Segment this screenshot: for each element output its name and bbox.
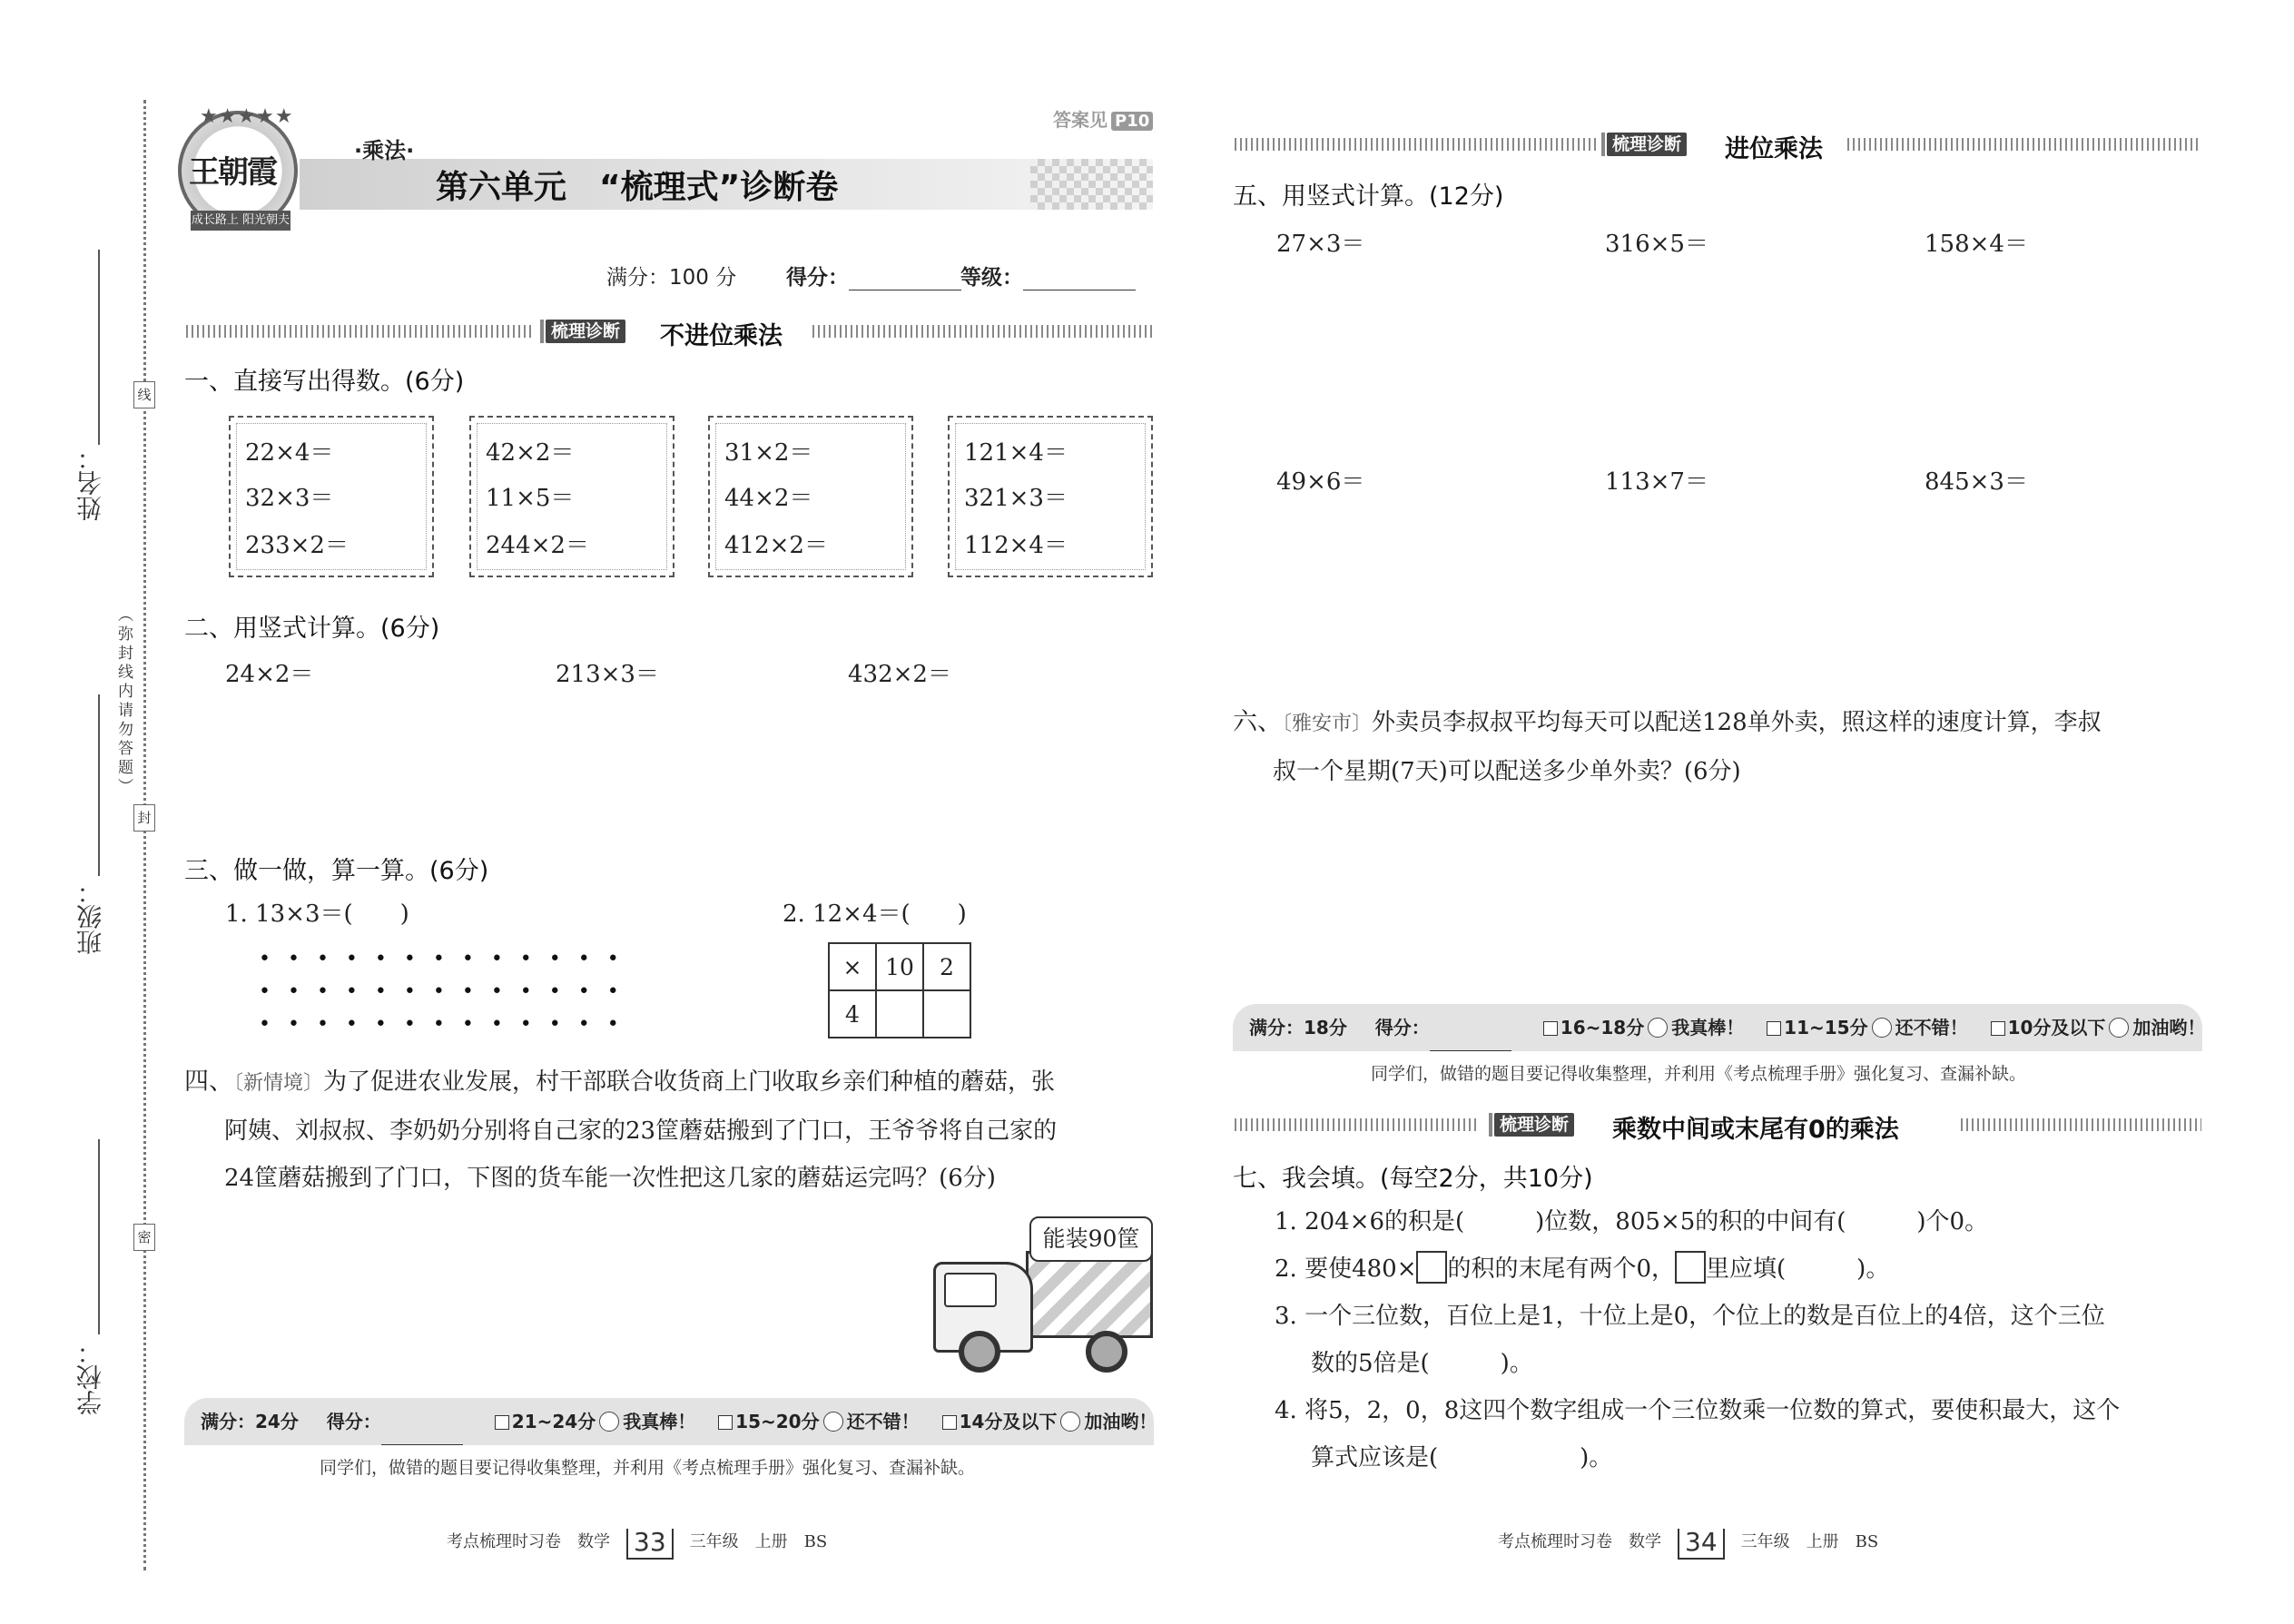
grade-field[interactable] (960, 261, 1136, 290)
name-line[interactable] (98, 250, 100, 445)
grid-cell: 2 (923, 943, 970, 990)
section-header-carry (1235, 133, 2201, 163)
q5-item: 27×3＝ (1276, 231, 1365, 258)
q7-item-3-cont: 数的5倍是( )。 (1311, 1350, 1533, 1377)
happy-face-icon (599, 1412, 619, 1432)
full-score: 满分：100 分 (606, 266, 737, 290)
score-bar-right (1233, 1004, 2206, 1051)
topic-label: ·乘法· (354, 138, 415, 163)
score-label: 得分： (786, 266, 849, 290)
logo-ribbon: 成长路上 阳光朝夫 (191, 211, 290, 231)
q4-line-1 (184, 1058, 1156, 1107)
q6-line-2: 叔一个星期(7天)可以配送多少单外卖？(6分) (1273, 758, 1741, 785)
section-title: 乘数中间或末尾有0的乘法 (1612, 1116, 1899, 1144)
section-tag: 梳理诊断 (1494, 1113, 1574, 1137)
seal-feng: 封 (133, 804, 155, 832)
page-number: 33 (626, 1529, 674, 1560)
q1-item: 22×4＝ (245, 439, 334, 467)
q6-text: 外卖员李叔叔平均每天可以配送128单外卖，照这样的速度计算，李叔 (1372, 709, 2102, 736)
score-bar-left (184, 1398, 1157, 1445)
level-option-3[interactable]: 14分及以下 加油哟！ (942, 1411, 1157, 1432)
question-1-label: 一、直接写出得数。(6分) (184, 368, 465, 396)
question-4 (184, 1058, 1156, 1202)
name-label: 姓名： (75, 445, 105, 521)
q5-item: 49×6＝ (1276, 468, 1365, 496)
level-option-1[interactable]: 21~24分 我真棒！ (495, 1411, 695, 1432)
seal-xian: 线 (133, 381, 155, 408)
q4-number: 四、 (184, 1068, 233, 1096)
q1-item: 112×4＝ (964, 532, 1068, 559)
bar-full-score: 满分：18分 (1249, 1017, 1347, 1038)
review-tip: 同学们，做错的题目要记得收集整理，并利用《考点梳理手册》强化复习、查漏补缺。 (1371, 1064, 2027, 1084)
question-7-label: 七、我会填。(每空2分，共10分) (1233, 1165, 1593, 1193)
bar-full-score: 满分：24分 (201, 1411, 299, 1432)
question-6 (1233, 699, 2213, 795)
grid-cell: 4 (829, 990, 876, 1038)
class-label: 班级： (75, 879, 105, 955)
q5-item: 845×3＝ (1925, 468, 2028, 496)
bar-score-label: 得分： (326, 1411, 381, 1432)
section-header-non-carry (186, 320, 1153, 350)
cheer-face-icon (2109, 1018, 2129, 1038)
q4-line-3: 24筐蘑菇搬到了门口，下图的货车能一次性把这几家的蘑菇运完吗？(6分) (224, 1165, 996, 1192)
fill-box[interactable] (1416, 1251, 1447, 1284)
binding-dotted-line (143, 100, 146, 1570)
footer-book: 考点梳理时习卷 数学 (447, 1532, 610, 1551)
q1-item: 32×3＝ (245, 485, 334, 512)
footer-book: 考点梳理时习卷 数学 (1498, 1532, 1661, 1551)
grade-label: 等级： (960, 266, 1023, 290)
fill-box[interactable] (1675, 1251, 1706, 1284)
q1-box-1 (229, 416, 434, 577)
bar-score-blank[interactable] (1430, 1033, 1511, 1051)
answer-reference (1053, 105, 1153, 132)
q1-item: 121×4＝ (964, 439, 1068, 467)
happy-face-icon (1648, 1018, 1668, 1038)
multiplication-grid (828, 942, 971, 1038)
q2-item: 213×3＝ (556, 661, 659, 688)
class-line[interactable] (98, 694, 100, 876)
level-option-1[interactable]: 16~18分 我真棒！ (1543, 1017, 1744, 1038)
section-title: 进位乘法 (1725, 135, 1823, 163)
q1-item: 233×2＝ (245, 532, 349, 559)
grid-cell-blank[interactable] (876, 990, 923, 1038)
dot-row: ••••••••••••• (259, 980, 636, 1003)
truck-wheel-rear (1086, 1331, 1127, 1373)
q4-tag: 〔新情境〕 (233, 1072, 324, 1095)
q1-box-4 (948, 416, 1153, 577)
footer-right (1498, 1529, 1878, 1560)
footer-grade: 三年级 上册 BS (689, 1532, 828, 1551)
score-field[interactable] (786, 261, 961, 290)
q2-item: 24×2＝ (225, 661, 314, 688)
q1-item: 31×2＝ (724, 439, 813, 467)
bar-score-blank[interactable] (381, 1427, 463, 1445)
grid-cell: × (829, 943, 876, 990)
q3-item-1: 1. 13×3＝( ) (225, 901, 409, 928)
q4-line-2: 阿姨、刘叔叔、李奶奶分别将自己家的23筐蘑菇搬到了门口，王爷爷将自己家的 (224, 1117, 1058, 1145)
dot-row: ••••••••••••• (259, 1013, 636, 1036)
binding-note: （弥封线内请勿答题） (114, 606, 133, 797)
q7-item-4: 4. 将5，2，0，8这四个数字组成一个三位数乘一位数的算式，要使积最大，这个 (1275, 1397, 2121, 1424)
q6-tag: 〔雅安市〕 (1282, 713, 1373, 735)
footer-left (447, 1529, 827, 1560)
grid-cell: 10 (876, 943, 923, 990)
q6-line-1 (1233, 699, 2213, 748)
answer-page-badge: P10 (1111, 112, 1153, 131)
question-7-items (1275, 1198, 2210, 1481)
q5-item: 316×5＝ (1605, 231, 1708, 258)
q6-number: 六、 (1233, 708, 1282, 736)
q1-item: 244×2＝ (486, 532, 589, 559)
logo-text: 王朝霞 (189, 154, 276, 191)
q1-item: 412×2＝ (724, 532, 828, 559)
question-2-label: 二、用竖式计算。(6分) (184, 615, 440, 643)
review-tip: 同学们，做错的题目要记得收集整理，并利用《考点梳理手册》强化复习、查漏补缺。 (320, 1458, 976, 1478)
q1-box-3 (708, 416, 913, 577)
q7-item-3: 3. 一个三位数，百位上是1，十位上是0，个位上的数是百位上的4倍，这个三位 (1275, 1303, 2105, 1330)
q7-item-2: 2. 要使480× 的积的末尾有两个0， 里应填( )。 (1275, 1245, 2210, 1293)
section-title: 不进位乘法 (660, 322, 783, 350)
question-5-label: 五、用竖式计算。(12分) (1233, 182, 1504, 211)
dot-row: ••••••••••••• (259, 948, 636, 970)
truck-window (944, 1273, 997, 1307)
cheer-face-icon (1060, 1412, 1080, 1432)
level-option-2[interactable]: 15~20分 还不错！ (718, 1411, 919, 1432)
banner-checker-pattern (1030, 159, 1153, 210)
truck-wheel-front (959, 1331, 1000, 1373)
q5-item: 158×4＝ (1925, 231, 2028, 258)
school-line[interactable] (98, 1139, 100, 1334)
section-tag: 梳理诊断 (546, 320, 625, 343)
q7-item-1: 1. 204×6的积是( )位数，805×5的积的中间有( )个0。 (1275, 1208, 1989, 1235)
level-option-2[interactable]: 11~15分 还不错！ (1767, 1017, 1967, 1038)
question-3-label: 三、做一做，算一算。(6分) (184, 857, 489, 885)
q1-item: 321×3＝ (964, 485, 1068, 512)
q5-item: 113×7＝ (1605, 468, 1708, 496)
footer-grade: 三年级 上册 BS (1740, 1532, 1879, 1551)
q1-box-2 (469, 416, 674, 577)
smile-face-icon (1872, 1018, 1892, 1038)
school-label: 学校： (75, 1339, 105, 1415)
q1-item: 42×2＝ (486, 439, 575, 467)
q1-item: 44×2＝ (724, 485, 813, 512)
seal-mi: 密 (133, 1224, 155, 1251)
section-tag: 梳理诊断 (1607, 133, 1687, 156)
page-title: 第六单元 “梳理式”诊断卷 (436, 169, 839, 206)
bar-score-label: 得分： (1374, 1017, 1430, 1038)
section-header-zero (1235, 1113, 2201, 1144)
truck-bed (1026, 1251, 1153, 1338)
page-number: 34 (1678, 1529, 1725, 1560)
grid-cell-blank[interactable] (923, 990, 970, 1038)
level-option-3[interactable]: 10分及以下 加油哟！ (1991, 1017, 2206, 1038)
q4-text: 为了促进农业发展，村干部联合收货商上门收取乡亲们种植的蘑菇，张 (323, 1068, 1056, 1096)
q2-item: 432×2＝ (848, 661, 951, 688)
q1-item: 11×5＝ (486, 485, 575, 512)
truck-capacity-label: 能装90筐 (1029, 1216, 1153, 1262)
q7-item-4-cont: 算式应该是( )。 (1311, 1444, 1613, 1471)
answer-ref-text: 答案见 (1053, 109, 1108, 131)
q3-item-2: 2. 12×4＝( ) (783, 901, 967, 928)
smile-face-icon (823, 1412, 843, 1432)
logo-stars: ★★★★★ (200, 105, 294, 128)
